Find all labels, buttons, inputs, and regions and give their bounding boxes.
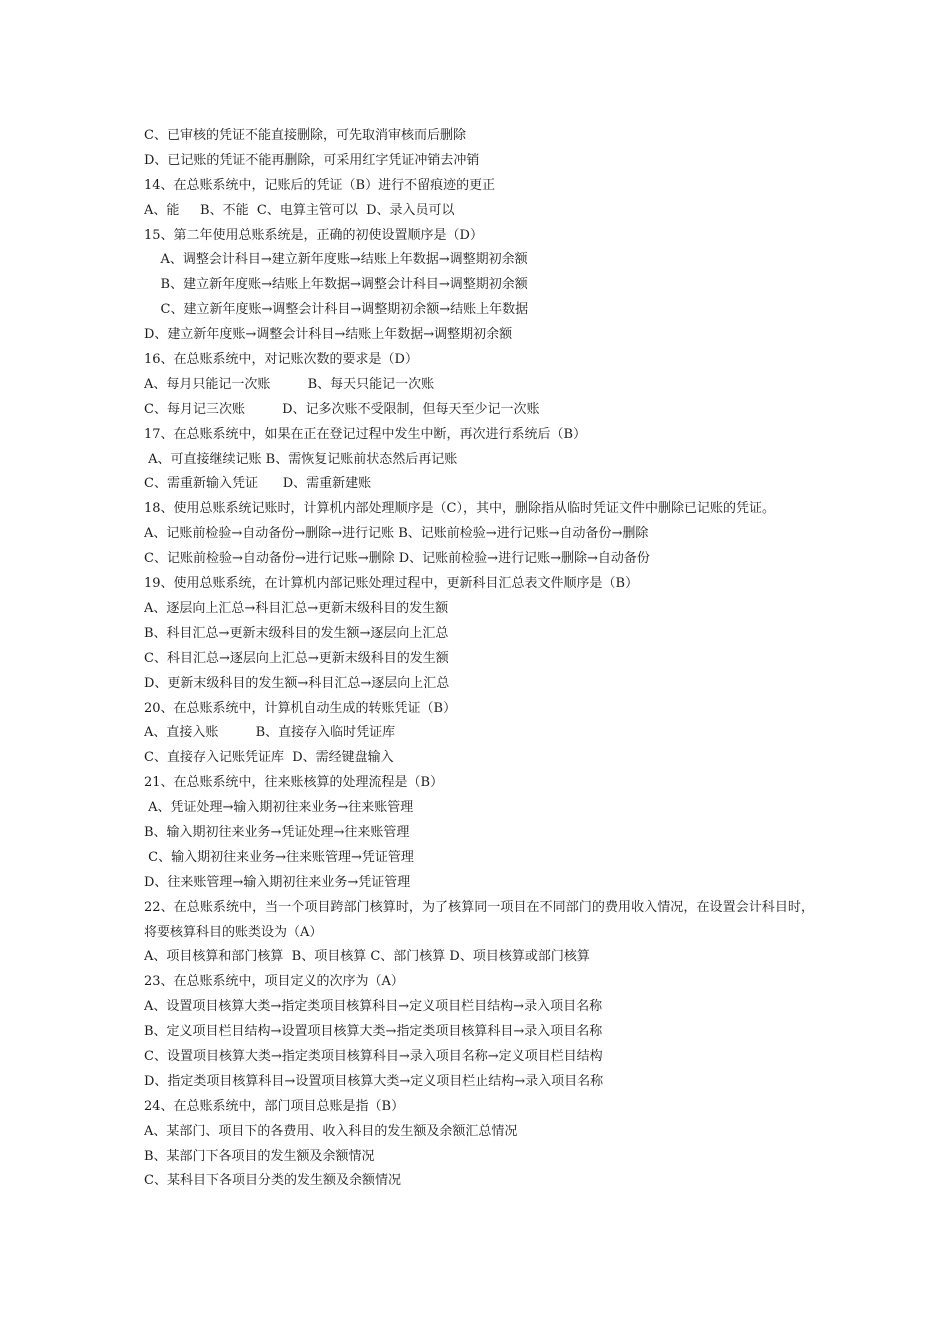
text-line: B、某部门下各项目的发生额及余额情况 [144, 1148, 375, 1164]
text-line: C、建立新年度账→调整会计科目→调整期初余额→结账上年数据 [144, 302, 529, 318]
text-line: C、设置项目核算大类→指定类项目核算科目→录入项目名称→定义项目栏目结构 [144, 1049, 603, 1064]
text-line: C、需重新输入凭证 D、需重新建账 [144, 476, 372, 492]
question-15: 15、第二年使用总账系统是，正确的初使设置顺序是（D） [144, 227, 483, 243]
text-line: A、能 B、不能 C、电算主管可以 D、录入员可以 [144, 202, 455, 218]
question-20: 20、在总账系统中，计算机自动生成的转账凭证（B） [144, 700, 457, 716]
question-16: 16、在总账系统中，对记账次数的要求是（D） [144, 352, 418, 368]
text-line: B、定义项目栏目结构→设置项目核算大类→指定类项目核算科目→录入项目名称 [144, 1024, 603, 1040]
text-line: A、项目核算和部门核算 B、项目核算 C、部门核算 D、项目核算或部门核算 [144, 949, 590, 965]
text-line: A、记账前检验→自动备份→删除→进行记账 B、记账前检验→进行记账→自动备份→删除 [144, 526, 649, 542]
question-14: 14、在总账系统中，记账后的凭证（B）进行不留痕迹的更正 [144, 177, 496, 193]
text-line: C、科目汇总→逐层向上汇总→更新末级科目的发生额 [144, 650, 449, 666]
text-line: A、设置项目核算大类→指定类项目核算科目→定义项目栏目结构→录入项目名称 [144, 999, 603, 1015]
text-line: B、建立新年度账→结账上年数据→调整会计科目→调整期初余额 [144, 277, 528, 293]
question-22: 22、在总账系统中，当一个项目跨部门核算时，为了核算同一项目在不同部门的费用收入情况，在设置会计科目时，将要核算科目的账类设为（A） [144, 899, 814, 940]
text-line: C、记账前检验→自动备份→进行记账→删除 D、记账前检验→进行记账→删除→自动备份 [144, 551, 650, 567]
text-line: C、某科目下各项目分类的发生额及余额情况 [144, 1173, 401, 1189]
text-line: A、逐层向上汇总→科目汇总→更新末级科目的发生额 [144, 600, 449, 616]
text-line: A、某部门、项目下的各费用、收入科目的发生额及余额汇总情况 [144, 1123, 518, 1139]
text-line: D、指定类项目核算科目→设置项目核算大类→定义项目栏止结构→录入项目名称 [144, 1073, 604, 1089]
text-line: D、已记账的凭证不能再删除，可采用红字凭证冲销去冲销 [144, 152, 480, 168]
text-line: D、建立新年度账→调整会计科目→结账上年数据→调整期初余额 [144, 327, 513, 343]
text-line: D、往来账管理→输入期初往来业务→凭证管理 [144, 874, 411, 890]
text-line: A、直接入账 B、直接存入临时凭证库 [144, 725, 396, 741]
question-24: 24、在总账系统中，部门项目总账是指（B） [144, 1098, 405, 1114]
question-17: 17、在总账系统中，如果在正在登记过程中发生中断，再次进行系统后（B） [144, 426, 587, 442]
question-19: 19、使用总账系统，在计算机内部记账处理过程中，更新科目汇总表文件顺序是（B） [144, 576, 639, 592]
text-line: B、科目汇总→更新末级科目的发生额→逐层向上汇总 [144, 625, 449, 641]
text-line: C、每月记三次账 D、记多次账不受限制，但每天至少记一次账 [144, 401, 540, 417]
question-18: 18、使用总账系统记账时，计算机内部处理顺序是（C），其中，删除指从临时凭证文件中删除已记账的凭证。 [144, 501, 775, 517]
text-line: A、凭证处理→输入期初往来业务→往来账管理 [144, 800, 414, 816]
text-line: C、输入期初往来业务→往来账管理→凭证管理 [144, 849, 414, 865]
text-line: B、输入期初往来业务→凭证处理→往来账管理 [144, 824, 410, 840]
question-21: 21、在总账系统中，往来账核算的处理流程是（B） [144, 775, 444, 791]
text-line: A、每月只能记一次账 B、每天只能记一次账 [144, 376, 435, 392]
document-body [144, 124, 814, 1194]
text-line: C、已审核的凭证不能直接删除，可先取消审核而后删除 [144, 128, 466, 143]
text-line: A、可直接继续记账 B、需恢复记账前状态然后再记账 [144, 451, 458, 467]
question-23: 23、在总账系统中，项目定义的次序为（A） [144, 974, 404, 990]
text-line: C、直接存入记账凭证库 D、需经键盘输入 [144, 750, 394, 766]
text-line: D、更新末级科目的发生额→科目汇总→逐层向上汇总 [144, 675, 450, 691]
text-line: A、调整会计科目→建立新年度账→结账上年数据→调整期初余额 [144, 252, 528, 268]
